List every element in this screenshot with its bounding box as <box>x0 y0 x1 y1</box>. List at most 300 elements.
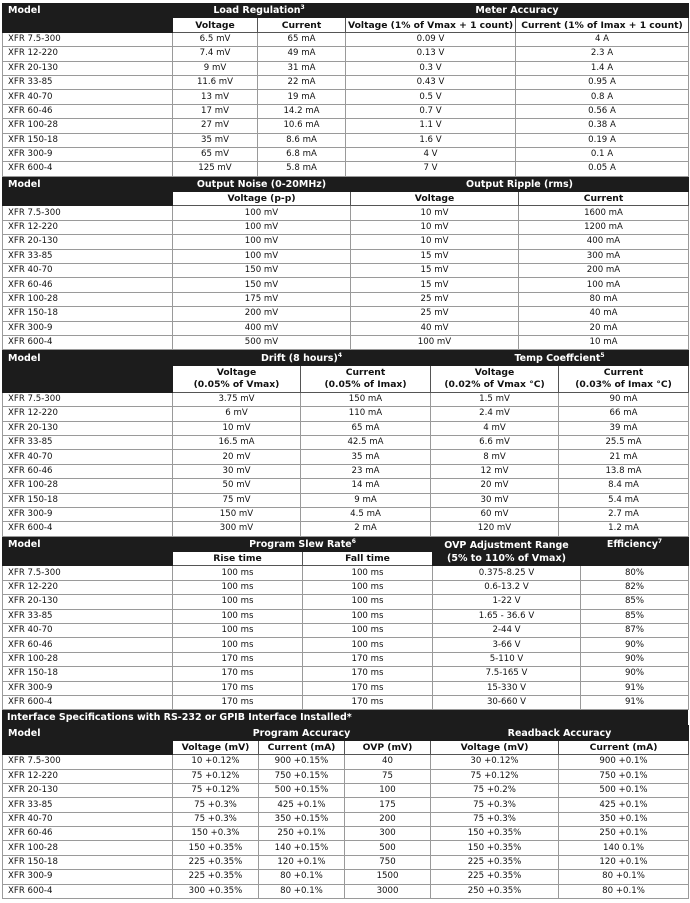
value-cell: 80% <box>581 566 689 580</box>
model-cell: XFR 40-70 <box>3 624 173 638</box>
table-row <box>3 595 689 609</box>
value-cell: 225 +0.35% <box>173 855 259 869</box>
value-cell: 150 mV <box>173 278 351 292</box>
value-cell: 3-66 V <box>433 638 581 652</box>
value-cell: 0.56 A <box>516 104 689 118</box>
model-cell: XFR 7.5-300 <box>3 566 173 580</box>
model-header-fill <box>3 365 173 392</box>
value-cell: 400 mV <box>173 321 351 335</box>
value-cell: 100 mV <box>173 249 351 263</box>
model-cell: XFR 12-220 <box>3 220 173 234</box>
table-subheader <box>3 18 689 32</box>
value-cell: 2 mA <box>301 522 431 536</box>
value-cell: 170 ms <box>303 667 433 681</box>
table-row <box>3 206 689 220</box>
model-cell: XFR 600-4 <box>3 695 173 709</box>
value-cell: 91% <box>581 681 689 695</box>
value-cell: 75 mV <box>173 493 301 507</box>
value-cell: 170 ms <box>303 695 433 709</box>
value-cell: 10 mV <box>351 220 519 234</box>
value-cell: 80 +0.1% <box>259 884 345 898</box>
table-header <box>3 4 689 18</box>
model-cell: XFR 20-130 <box>3 61 173 75</box>
value-cell: 0.38 A <box>516 119 689 133</box>
value-cell: 100 mV <box>173 235 351 249</box>
value-cell: 200 mV <box>173 307 351 321</box>
value-cell: 75 +0.12% <box>173 783 259 797</box>
value-cell: 250 +0.1% <box>559 827 689 841</box>
value-cell: 0.1 A <box>516 147 689 161</box>
table-row <box>3 47 689 61</box>
table-row <box>3 75 689 89</box>
value-cell: 120 +0.1% <box>559 855 689 869</box>
value-cell: 35 mA <box>301 450 431 464</box>
model-cell: XFR 40-70 <box>3 264 173 278</box>
value-cell: 6.8 mA <box>258 147 346 161</box>
value-cell: 30 mV <box>173 464 301 478</box>
model-cell: XFR 7.5-300 <box>3 32 173 46</box>
value-cell: 350 +0.1% <box>559 812 689 826</box>
model-cell: XFR 100-28 <box>3 841 173 855</box>
value-cell: 65 mA <box>301 421 431 435</box>
value-cell: 9 mA <box>301 493 431 507</box>
value-cell: 80 mA <box>519 292 689 306</box>
value-cell: 9 mV <box>173 61 258 75</box>
value-cell: 120 mV <box>431 522 559 536</box>
value-cell: 300 +0.35% <box>173 884 259 898</box>
value-cell: 10 +0.12% <box>173 755 259 769</box>
value-cell: 8.4 mA <box>559 479 689 493</box>
value-cell: 7.5-165 V <box>433 667 581 681</box>
value-cell: 0.05 A <box>516 162 689 176</box>
table-header <box>3 177 689 191</box>
model-cell: XFR 12-220 <box>3 580 173 594</box>
column-header: Voltage (p-p) <box>173 192 351 206</box>
value-cell: 350 +0.15% <box>259 812 345 826</box>
value-cell: 170 ms <box>303 681 433 695</box>
value-cell: 100 ms <box>303 624 433 638</box>
value-cell: 300 mV <box>173 522 301 536</box>
value-cell: 2.7 mA <box>559 507 689 521</box>
value-cell: 7 V <box>346 162 516 176</box>
table-row <box>3 321 689 335</box>
value-cell: 75 +0.3% <box>173 812 259 826</box>
value-cell: 75 +0.12% <box>431 769 559 783</box>
value-cell: 140 0.1% <box>559 841 689 855</box>
value-cell: 170 ms <box>303 652 433 666</box>
value-cell: 75 +0.12% <box>173 769 259 783</box>
value-cell: 40 mV <box>351 321 519 335</box>
model-header: Model <box>3 4 173 18</box>
model-cell: XFR 100-28 <box>3 292 173 306</box>
value-cell: 3.75 mV <box>173 392 301 406</box>
model-cell: XFR 60-46 <box>3 827 173 841</box>
value-cell: 10 mV <box>173 421 301 435</box>
value-cell: 6.6 mV <box>431 435 559 449</box>
model-cell: XFR 150-18 <box>3 855 173 869</box>
interface-accuracy-table <box>2 725 689 899</box>
program-accuracy-header: Program Accuracy <box>173 726 431 740</box>
value-cell: 85% <box>581 609 689 623</box>
value-cell: 85% <box>581 595 689 609</box>
model-cell: XFR 33-85 <box>3 609 173 623</box>
value-cell: 15-330 V <box>433 681 581 695</box>
value-cell: 0.3 V <box>346 61 516 75</box>
model-cell: XFR 150-18 <box>3 493 173 507</box>
ovp-range-header: OVP Adjustment Range (5% to 110% of Vmax) <box>433 537 581 566</box>
value-cell: 170 ms <box>173 681 303 695</box>
model-cell: XFR 20-130 <box>3 235 173 249</box>
value-cell: 100 ms <box>173 566 303 580</box>
table-row <box>3 61 689 75</box>
model-cell: XFR 20-130 <box>3 595 173 609</box>
model-cell: XFR 300-9 <box>3 321 173 335</box>
column-header: Current <box>258 18 346 32</box>
value-cell: 1600 mA <box>519 206 689 220</box>
value-cell: 1.2 mA <box>559 522 689 536</box>
value-cell: 100 ms <box>173 595 303 609</box>
value-cell: 100 ms <box>303 609 433 623</box>
model-cell: XFR 600-4 <box>3 884 173 898</box>
value-cell: 80 +0.1% <box>559 870 689 884</box>
value-cell: 500 <box>345 841 431 855</box>
value-cell: 100 ms <box>303 566 433 580</box>
value-cell: 15 mV <box>351 278 519 292</box>
table-row <box>3 855 689 869</box>
value-cell: 60 mV <box>431 507 559 521</box>
value-cell: 17 mV <box>173 104 258 118</box>
meter-accuracy-header: Meter Accuracy <box>346 4 689 18</box>
value-cell: 27 mV <box>173 119 258 133</box>
value-cell: 100 ms <box>173 624 303 638</box>
value-cell: 21 mA <box>559 450 689 464</box>
table-row <box>3 652 689 666</box>
value-cell: 49 mA <box>258 47 346 61</box>
model-cell: XFR 100-28 <box>3 652 173 666</box>
model-cell: XFR 12-220 <box>3 769 173 783</box>
model-cell: XFR 60-46 <box>3 638 173 652</box>
table-subheader <box>3 740 689 754</box>
value-cell: 80 +0.1% <box>559 884 689 898</box>
model-cell: XFR 33-85 <box>3 75 173 89</box>
value-cell: 100 mV <box>351 335 519 349</box>
value-cell: 82% <box>581 580 689 594</box>
value-cell: 11.6 mV <box>173 75 258 89</box>
column-header: Current (0.05% of Imax) <box>301 365 431 392</box>
model-cell: XFR 20-130 <box>3 421 173 435</box>
value-cell: 150 +0.35% <box>173 841 259 855</box>
value-cell: 40 <box>345 755 431 769</box>
value-cell: 8 mV <box>431 450 559 464</box>
value-cell: 75 +0.2% <box>431 783 559 797</box>
value-cell: 0.95 A <box>516 75 689 89</box>
value-cell: 150 mV <box>173 264 351 278</box>
table-row <box>3 147 689 161</box>
column-header: Voltage <box>173 18 258 32</box>
value-cell: 225 +0.35% <box>431 855 559 869</box>
value-cell: 170 ms <box>173 652 303 666</box>
table-row <box>3 264 689 278</box>
temp-coefficient-header: Temp Coeffcient$^5$ <box>431 351 689 365</box>
value-cell: 175 <box>345 798 431 812</box>
value-cell: 300 <box>345 827 431 841</box>
model-header: Model <box>3 351 173 365</box>
table-row <box>3 249 689 263</box>
value-cell: 100 <box>345 783 431 797</box>
value-cell: 250 +0.35% <box>431 884 559 898</box>
model-header-fill <box>3 18 173 32</box>
model-cell: XFR 7.5-300 <box>3 206 173 220</box>
table-row <box>3 827 689 841</box>
value-cell: 1.5 mV <box>431 392 559 406</box>
model-cell: XFR 600-4 <box>3 162 173 176</box>
value-cell: 900 +0.1% <box>559 755 689 769</box>
table-header <box>3 351 689 365</box>
value-cell: 4 A <box>516 32 689 46</box>
model-cell: XFR 100-28 <box>3 479 173 493</box>
value-cell: 500 +0.15% <box>259 783 345 797</box>
model-header-fill <box>3 740 173 754</box>
value-cell: 80 +0.1% <box>259 870 345 884</box>
model-header: Model <box>3 177 173 191</box>
value-cell: 1.65 - 36.6 V <box>433 609 581 623</box>
output-noise-header: Output Noise (0-20MHz) <box>173 177 351 191</box>
table-row <box>3 638 689 652</box>
table-subheader <box>3 365 689 392</box>
value-cell: 13.8 mA <box>559 464 689 478</box>
table-row <box>3 667 689 681</box>
model-header-fill <box>3 192 173 206</box>
table-row <box>3 755 689 769</box>
value-cell: 23 mA <box>301 464 431 478</box>
column-header: Voltage (mV) <box>431 740 559 754</box>
value-cell: 150 +0.35% <box>431 827 559 841</box>
table-row <box>3 493 689 507</box>
value-cell: 20 mV <box>173 450 301 464</box>
value-cell: 35 mV <box>173 133 258 147</box>
value-cell: 4 V <box>346 147 516 161</box>
model-cell: XFR 60-46 <box>3 278 173 292</box>
column-header: Voltage (0.02% of Vmax °C) <box>431 365 559 392</box>
value-cell: 2-44 V <box>433 624 581 638</box>
column-header: Current (mA) <box>259 740 345 754</box>
table-row <box>3 695 689 709</box>
value-cell: 1.6 V <box>346 133 516 147</box>
value-cell: 5.8 mA <box>258 162 346 176</box>
value-cell: 0.7 V <box>346 104 516 118</box>
value-cell: 15 mV <box>351 249 519 263</box>
drift-header: Drift (8 hours)$^4$ <box>173 351 431 365</box>
model-cell: XFR 600-4 <box>3 522 173 536</box>
table-row <box>3 522 689 536</box>
model-cell: XFR 40-70 <box>3 90 173 104</box>
value-cell: 3000 <box>345 884 431 898</box>
load-regulation-meter-accuracy-table <box>2 3 689 177</box>
value-cell: 50 mV <box>173 479 301 493</box>
table-row <box>3 464 689 478</box>
value-cell: 42.5 mA <box>301 435 431 449</box>
value-cell: 12 mV <box>431 464 559 478</box>
value-cell: 4.5 mA <box>301 507 431 521</box>
value-cell: 20 mV <box>431 479 559 493</box>
table-row <box>3 798 689 812</box>
value-cell: 0.375-8.25 V <box>433 566 581 580</box>
value-cell: 150 mV <box>173 507 301 521</box>
table-row <box>3 421 689 435</box>
value-cell: 1-22 V <box>433 595 581 609</box>
table-row <box>3 870 689 884</box>
model-cell: XFR 33-85 <box>3 435 173 449</box>
table-row <box>3 335 689 349</box>
value-cell: 150 +0.3% <box>173 827 259 841</box>
value-cell: 7.4 mV <box>173 47 258 61</box>
value-cell: 100 ms <box>303 595 433 609</box>
model-cell: XFR 600-4 <box>3 335 173 349</box>
value-cell: 0.6-13.2 V <box>433 580 581 594</box>
column-header: Fall time <box>303 552 433 566</box>
table-row <box>3 292 689 306</box>
value-cell: 140 +0.15% <box>259 841 345 855</box>
value-cell: 750 <box>345 855 431 869</box>
value-cell: 65 mV <box>173 147 258 161</box>
table-row <box>3 220 689 234</box>
column-header: Voltage <box>351 192 519 206</box>
value-cell: 750 +0.15% <box>259 769 345 783</box>
value-cell: 170 ms <box>173 667 303 681</box>
value-cell: 75 <box>345 769 431 783</box>
model-cell: XFR 33-85 <box>3 249 173 263</box>
model-cell: XFR 40-70 <box>3 450 173 464</box>
value-cell: 0.5 V <box>346 90 516 104</box>
value-cell: 1500 <box>345 870 431 884</box>
value-cell: 40 mA <box>519 307 689 321</box>
table-row <box>3 235 689 249</box>
value-cell: 30 mV <box>431 493 559 507</box>
value-cell: 25 mV <box>351 292 519 306</box>
column-header: Rise time <box>173 552 303 566</box>
table-row <box>3 133 689 147</box>
table-row <box>3 450 689 464</box>
value-cell: 10.6 mA <box>258 119 346 133</box>
model-cell: XFR 300-9 <box>3 681 173 695</box>
value-cell: 1.1 V <box>346 119 516 133</box>
table-row <box>3 769 689 783</box>
model-cell: XFR 60-46 <box>3 464 173 478</box>
column-header: Voltage (mV) <box>173 740 259 754</box>
model-cell: XFR 150-18 <box>3 133 173 147</box>
value-cell: 150 +0.35% <box>431 841 559 855</box>
table-row <box>3 624 689 638</box>
model-cell: XFR 7.5-300 <box>3 392 173 406</box>
value-cell: 200 mA <box>519 264 689 278</box>
spec-sheet <box>2 0 688 899</box>
column-header: Current (mA) <box>559 740 689 754</box>
drift-tempco-table <box>2 350 689 536</box>
value-cell: 225 +0.35% <box>431 870 559 884</box>
value-cell: 125 mV <box>173 162 258 176</box>
value-cell: 66 mA <box>559 407 689 421</box>
table-row <box>3 783 689 797</box>
value-cell: 5.4 mA <box>559 493 689 507</box>
value-cell: 900 +0.15% <box>259 755 345 769</box>
column-header: OVP (mV) <box>345 740 431 754</box>
efficiency-header: Efficiency$^7$ <box>581 537 689 566</box>
value-cell: 0.8 A <box>516 90 689 104</box>
program-slew-rate-header: Program Slew Rate$^6$ <box>173 537 433 551</box>
value-cell: 100 ms <box>173 638 303 652</box>
value-cell: 100 mA <box>519 278 689 292</box>
value-cell: 100 ms <box>303 638 433 652</box>
value-cell: 25.5 mA <box>559 435 689 449</box>
value-cell: 4 mV <box>431 421 559 435</box>
value-cell: 10 mV <box>351 206 519 220</box>
model-cell: XFR 150-18 <box>3 307 173 321</box>
value-cell: 425 +0.1% <box>559 798 689 812</box>
value-cell: 90% <box>581 638 689 652</box>
column-header: Voltage (1% of Vmax + 1 count) <box>346 18 516 32</box>
model-cell: XFR 300-9 <box>3 147 173 161</box>
value-cell: 0.13 V <box>346 47 516 61</box>
model-cell: XFR 12-220 <box>3 47 173 61</box>
value-cell: 100 ms <box>303 580 433 594</box>
interface-section-title: Interface Specifications with RS-232 or GPIB Interface Installed* <box>2 710 688 725</box>
value-cell: 30-660 V <box>433 695 581 709</box>
value-cell: 90% <box>581 652 689 666</box>
value-cell: 1200 mA <box>519 220 689 234</box>
table-row <box>3 507 689 521</box>
model-cell: XFR 7.5-300 <box>3 755 173 769</box>
table-row <box>3 407 689 421</box>
model-cell: XFR 12-220 <box>3 407 173 421</box>
value-cell: 500 +0.1% <box>559 783 689 797</box>
value-cell: 8.6 mA <box>258 133 346 147</box>
model-cell: XFR 60-46 <box>3 104 173 118</box>
value-cell: 16.5 mA <box>173 435 301 449</box>
value-cell: 120 +0.1% <box>259 855 345 869</box>
model-header-fill <box>3 552 173 566</box>
value-cell: 13 mV <box>173 90 258 104</box>
value-cell: 170 ms <box>173 695 303 709</box>
value-cell: 14.2 mA <box>258 104 346 118</box>
model-cell: XFR 300-9 <box>3 507 173 521</box>
value-cell: 87% <box>581 624 689 638</box>
value-cell: 400 mA <box>519 235 689 249</box>
value-cell: 110 mA <box>301 407 431 421</box>
value-cell: 300 mA <box>519 249 689 263</box>
slew-ovp-efficiency-table <box>2 537 689 711</box>
column-header: Voltage (0.05% of Vmax) <box>173 365 301 392</box>
column-header: Current <box>519 192 689 206</box>
model-cell: XFR 20-130 <box>3 783 173 797</box>
value-cell: 15 mV <box>351 264 519 278</box>
noise-ripple-table <box>2 177 689 351</box>
value-cell: 100 mV <box>173 206 351 220</box>
value-cell: 750 +0.1% <box>559 769 689 783</box>
value-cell: 75 +0.3% <box>431 812 559 826</box>
column-header: Current (1% of Imax + 1 count) <box>516 18 689 32</box>
value-cell: 100 ms <box>173 609 303 623</box>
table-row <box>3 435 689 449</box>
value-cell: 2.4 mV <box>431 407 559 421</box>
table-row <box>3 90 689 104</box>
column-header: Current (0.03% of Imax °C) <box>559 365 689 392</box>
table-row <box>3 812 689 826</box>
output-ripple-header: Output Ripple (rms) <box>351 177 689 191</box>
table-row <box>3 278 689 292</box>
value-cell: 75 +0.3% <box>431 798 559 812</box>
table-row <box>3 307 689 321</box>
value-cell: 30 +0.12% <box>431 755 559 769</box>
